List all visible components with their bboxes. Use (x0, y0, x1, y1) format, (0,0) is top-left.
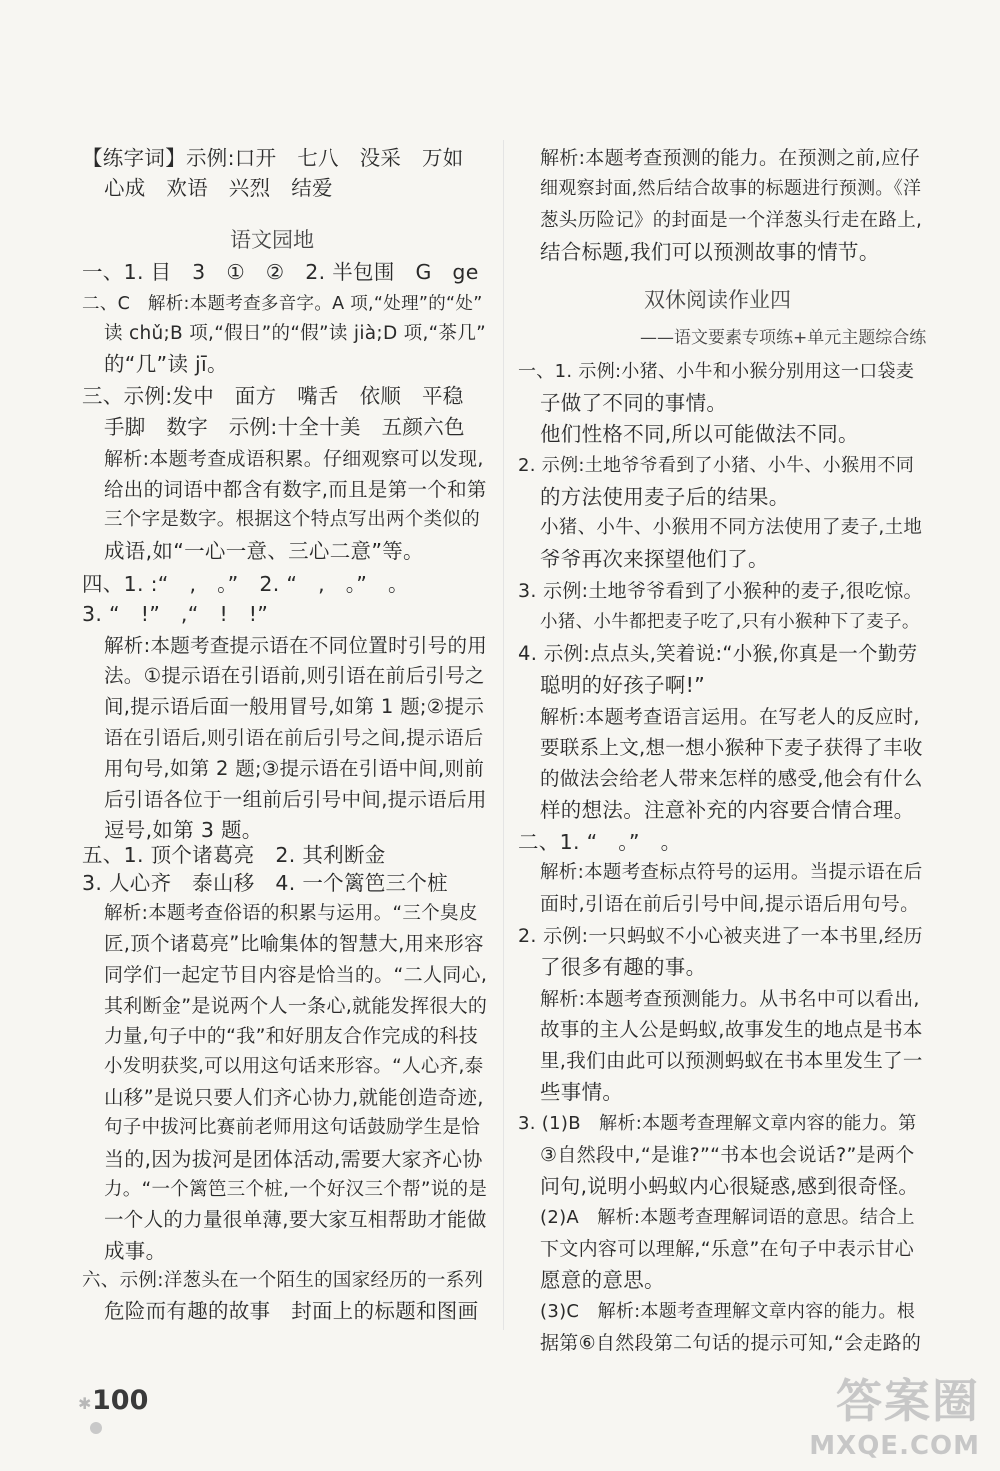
right-text-line: 葱头历险记》的封面是一个洋葱头行走在路上, (540, 210, 923, 231)
right-text-line: 的方法使用麦子后的结果。 (540, 485, 790, 509)
left-text-line: 力。“一个篱笆三个桩,一个好汉三个帮”说的是 (104, 1179, 488, 1200)
section-title-yuwen-yuandi: 语文园地 (230, 228, 314, 252)
watermark (809, 1365, 980, 1461)
left-text-line: 逗号,如第 3 题。 (104, 818, 263, 842)
right-text-line: 故事的主人公是蚂蚁,故事发生的地点是书本 (540, 1018, 923, 1041)
left-text-line: 五、1. 顶个诸葛亮 2. 其利断金 (82, 843, 386, 867)
left-text-line: 读 chǔ;B 项,“假日”的“假”读 jià;D 项,“茶几” (104, 323, 487, 344)
left-text-line: 成事。 (104, 1239, 167, 1263)
star-icon: ✱ (78, 1394, 92, 1413)
left-text-line: 小发明获奖,可以用这句话来形容。“人心齐,泰 (104, 1056, 484, 1077)
right-text-line: 爷爷再次来探望他们了。 (540, 547, 769, 571)
right-text-line: 愿意的意思。 (540, 1268, 665, 1292)
watermark-logo: 答案圈 (836, 1374, 980, 1428)
right-text-line: 聪明的好孩子啊!” (540, 673, 706, 697)
left-text-line: 一、1. 目 3 ① ② 2. 半包围 G ge (82, 260, 479, 284)
left-text-line: 六、示例:洋葱头在一个陌生的国家经历的一系列 (82, 1270, 484, 1291)
left-text-line: 法。①提示语在引语前,则引语在前后引号之 (104, 664, 485, 687)
left-text-line: 解析:本题考查俗语的积累与运用。“三个臭皮 (104, 903, 478, 924)
section-subtitle: ——语文要素专项练+单元主题综合练 (640, 328, 927, 348)
left-text-line: 3. “ !” ,“ ! !” (82, 602, 269, 626)
left-text-line: 给出的词语中都含有数字,而且是第一个和第 (104, 478, 487, 501)
column-divider (503, 140, 504, 1330)
right-text-line: 里,我们由此可以预测蚂蚁在书本里发生了一 (540, 1049, 923, 1072)
right-text-line: 3. (1)B 解析:本题考查理解文章内容的能力。第 (518, 1113, 917, 1134)
left-text-line: 3. 人心齐 泰山移 4. 一个篱笆三个桩 (82, 871, 448, 895)
right-text-line: 解析:本题考查标点符号的运用。当提示语在后 (540, 862, 923, 883)
right-text-line: 面时,引语在前后引号中间,提示语后用句号。 (540, 893, 920, 915)
right-text-line: 子做了不同的事情。 (540, 391, 728, 415)
page-number: 100 (92, 1385, 149, 1416)
left-text-line: 语在引语后,则引语在前后引号之间,提示语后 (104, 727, 484, 749)
right-text-line: 问句,说明小蚂蚁内心很疑惑,感到很奇怪。 (540, 1174, 919, 1198)
right-text-line: 二、1. “ 。” 。 (518, 830, 682, 854)
left-text-line: 【练字词】示例:口开 七八 没采 万如 (82, 146, 464, 170)
right-text-line: 他们性格不同,所以可能做法不同。 (540, 422, 859, 446)
right-text-line: 了很多有趣的事。 (540, 955, 707, 979)
left-text-line: 一个人的力量很单薄,要大家互相帮助才能做 (104, 1208, 487, 1231)
right-text-line: 据第⑥自然段第二句话的提示可知,“会走路的 (540, 1332, 922, 1354)
right-text-line: 解析:本题考查预测能力。从书名中可以看出, (540, 988, 920, 1010)
left-text-line: 三个字是数字。根据这个特点写出两个类似的 (104, 509, 481, 530)
right-text-line: 细观察封面,然后结合故事的标题进行预测。《洋 (540, 178, 922, 199)
left-text-line: 解析:本题考查提示语在不同位置时引号的用 (104, 634, 488, 657)
right-text-line: 解析:本题考查预测的能力。在预测之前,应仔 (540, 147, 920, 169)
left-text-line: 危险而有趣的故事 封面上的标题和图画 (104, 1299, 479, 1323)
left-text-line: 同学们一起定节目内容是恰当的。“二人同心, (104, 964, 488, 986)
right-text-line: (2)A 解析:本题考查理解词语的意思。结合上 (540, 1207, 915, 1228)
left-text-line: 解析:本题考查成语积累。仔细观察可以发现, (104, 448, 484, 470)
right-text-line: 解析:本题考查语言运用。在写老人的反应时, (540, 706, 920, 728)
right-text-line: 小猪、小牛、小猴用不同方法使用了麦子,土地 (540, 517, 923, 538)
right-text-line: 一、1. 示例:小猪、小牛和小猴分别用这一口袋麦 (518, 361, 915, 382)
right-text-line: 的做法会给老人带来怎样的感受,他会有什么 (540, 767, 923, 790)
right-text-line: 下文内容可以理解,“乐意”在句子中表示甘心 (540, 1238, 915, 1260)
left-text-line: 间,提示语后面一般用冒号,如第 1 题;②提示 (104, 695, 485, 718)
section-title-reading-homework: 双休阅读作业四 (644, 288, 791, 312)
left-text-line: 后引语各位于一组前后引号中间,提示语后用 (104, 788, 487, 811)
right-text-line: 2. 示例:土地爷爷看到了小猪、小牛、小猴用不同 (518, 455, 915, 476)
right-text-line: 结合标题,我们可以预测故事的情节。 (540, 240, 880, 264)
right-text-line: (3)C 解析:本题考查理解文章内容的能力。根 (540, 1301, 916, 1322)
left-text-line: 句子中拔河比赛前老师用这句话鼓励学生是恰 (104, 1117, 481, 1138)
left-text-line: 用句号,如第 2 题;③提示语在引语中间,则前 (104, 757, 485, 780)
right-text-line: 小猪、小牛都把麦子吃了,只有小猴种下了麦子。 (540, 612, 920, 632)
left-text-line: 当的,因为拔河是团体活动,需要大家齐心协 (104, 1147, 483, 1171)
page-dot-icon (90, 1422, 102, 1434)
right-text-line: 样的想法。注意补充的内容要合情合理。 (540, 798, 915, 822)
right-text-line: 要联系上文,想一想小猴种下麦子获得了丰收 (540, 736, 923, 759)
left-text-line: 二、C 解析:本题考查多音字。A 项,“处理”的“处” (82, 294, 483, 314)
left-text-line: 心成 欢语 兴烈 结爱 (104, 176, 333, 200)
left-text-line: 匠,顶个诸葛亮”比喻集体的智慧大,用来形容 (104, 932, 484, 955)
left-text-line: 成语,如“一心一意、三心二意”等。 (104, 539, 424, 563)
right-text-line: 些事情。 (540, 1080, 624, 1104)
right-text-line: 4. 示例:点点头,笑着说:“小猴,你真是一个勤劳 (518, 642, 918, 665)
left-text-line: 四、1. :“ , 。” 2. “ , 。” 。 (82, 572, 409, 596)
left-text-line: 的“几”读 jī。 (104, 352, 228, 376)
left-text-line: 手脚 数字 示例:十全十美 五颜六色 (104, 415, 465, 439)
right-text-line: 2. 示例:一只蚂蚁不小心被夹进了一本书里,经历 (518, 925, 923, 947)
watermark-url: MXQE.COM (809, 1431, 980, 1461)
right-text-line: 3. 示例:土地爷爷看到了小猴种的麦子,很吃惊。 (518, 580, 923, 602)
left-text-line: 三、示例:发中 面方 嘴舌 依顺 平稳 (82, 384, 464, 408)
right-text-line: ③自然段中,“是谁?”“书本也会说话?”是两个 (540, 1144, 915, 1166)
left-text-line: 力量,句子中的“我”和好朋友合作完成的科技 (104, 1025, 479, 1047)
left-text-line: 山移”是说只要人们齐心协力,就能创造奇迹, (104, 1086, 484, 1109)
left-text-line: 其利断金”是说两个人一条心,就能发挥很大的 (104, 995, 488, 1017)
